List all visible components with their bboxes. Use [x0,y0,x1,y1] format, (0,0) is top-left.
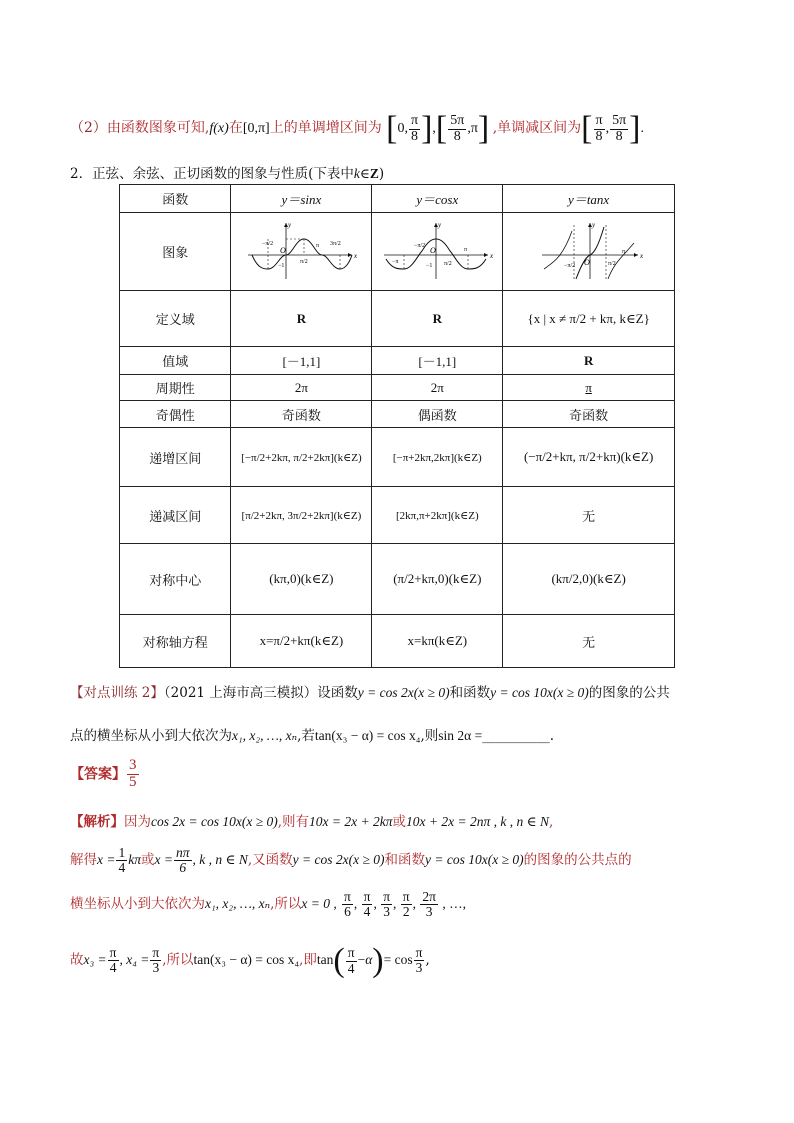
exercise-line2 [70,724,554,744]
part2-func: f(x) [209,121,229,137]
analysis-math: cos 2x = cos 10x(x ≥ 0) [151,814,278,829]
svg-text:y: y [591,220,595,229]
exercise-f2: y = cos 10x(x ≥ 0) [490,685,589,700]
exercise-blank: __________ [482,728,550,744]
cell-value: [－1,1] [231,347,372,375]
cell-value: 2π [231,375,372,401]
svg-text:x: x [639,251,643,260]
row-label: 递增区间 [120,428,231,487]
svg-text:O: O [280,245,287,255]
exercise-tag: 【对点训练 2】 [70,685,164,701]
analysis-fracs: $\frac{\pi}{6}$ , $\frac{\pi}{4}$ , $\frac{\pi}{3}$ , $\frac{\pi}{2}$ , $\frac{2\pi}{3}$ [344,889,436,920]
cell-value: 偶函数 [372,401,503,428]
exercise-dot: . [549,728,555,744]
cell-value: (π/2+kπ,0)(k∈Z) [372,544,503,615]
trig-properties-table [119,184,675,668]
row-label: 值域 [120,347,231,375]
svg-text:π/2: π/2 [444,260,452,267]
table-row [120,544,675,615]
table-row [120,185,675,213]
svg-text:π: π [464,246,468,253]
analysis-tag: 【解析】 [70,814,124,830]
svg-text:π/2: π/2 [607,260,616,267]
part2-marker: （2） [70,120,107,137]
analysis-text: ,即 [299,952,317,969]
answer-den: 5 [129,773,137,790]
frac-num: 1 [118,845,126,860]
analysis-math: tan(x₃ − α) = cos x₄ [193,952,300,968]
exercise-and: 和函数 [449,685,491,701]
analysis-text: 故 [70,952,84,969]
part2-mid1: 在 [228,120,243,137]
sin-graph [242,217,360,283]
cell-value: (−π/2+kπ, π/2+kπ)(k∈Z) [503,428,675,487]
row-label: 图象 [120,213,231,291]
row-label: 奇偶性 [120,401,231,428]
svg-text:−π/2: −π/2 [563,262,575,269]
analysis-math: tan [316,952,334,968]
tan-graph [530,217,648,283]
analysis-math: x₃ = [83,952,107,968]
row-label: 对称中心 [120,544,231,615]
cell-value: [−π/2+2kπ, π/2+2kπ](k∈Z) [231,428,372,487]
cos-graph [378,217,496,283]
inc1-left: 0, [397,121,408,137]
analysis-text: , [548,814,554,830]
cell-value: 无 [503,615,675,668]
svg-text:−1: −1 [426,262,433,269]
cell-value: [2kπ,π+2kπ](k∈Z) [372,487,503,544]
svg-text:π: π [621,248,625,255]
exercise-line1 [70,681,670,701]
exercise-f1: y = cos 2x(x ≥ 0) [357,685,450,700]
part2-lead: 由函数图象可知, [106,120,210,137]
row-label: 定义域 [120,291,231,347]
part2-line: （2）由函数图象可知,f(x)在[0,π]上的单调增区间为 [0, $\frac{\pi}{8}$ ],[ $\frac{5\pi}{8}$ ,π] ,单调减区间为[ $\frac{\pi}{8}$ , $\frac{5\pi}{8}$ ]. [70,110,644,147]
section2-k: k [353,166,360,181]
analysis-math: , x₄ = [119,952,150,968]
tan-graph-cell [503,213,675,291]
header-cell: y＝cosx [372,185,503,213]
part2-mid2: 上的单调增区间为 [269,120,382,137]
cos-graph-cell [372,213,503,291]
exercise-line2b: ,若 [297,728,315,744]
cell-value: {x | x ≠ π/2 + kπ, k∈Z} [503,291,675,347]
exercise-cond: tan(x₃ − α) = cos x₄ [314,728,421,743]
part2-end: . [640,121,644,137]
inc2-right: ,π [467,121,478,137]
dec-den1: 8 [595,128,603,144]
table-row [120,428,675,487]
cell-value: x=π/2+kπ(k∈Z) [231,615,372,668]
cell-value: [π/2+2kπ, 3π/2+2kπ](k∈Z) [231,487,372,544]
analysis-math: 10x + 2x = 2nπ , k , n ∈ N [406,814,549,829]
dec-num2: 5π [612,112,627,128]
sin-graph-cell [231,213,372,291]
svg-text:y: y [288,220,292,229]
svg-text:O: O [430,245,437,255]
svg-text:π: π [316,242,320,249]
analysis-math: x = 0 , [301,895,337,911]
analysis-text: 横坐标从小到大依次为 [70,895,205,912]
inc2-den: 8 [453,128,461,144]
cell-value: 奇函数 [231,401,372,428]
exercise-xs: x₁, x₂, …, xₙ [232,728,298,743]
cell-value: x=kπ(k∈Z) [372,615,503,668]
inc1-den: 8 [411,128,419,144]
frac-num: nπ [175,845,190,860]
svg-text:x: x [490,251,494,260]
exercise-line2c: ,则 [420,728,439,744]
analysis-math: , k , n ∈ N [192,852,248,868]
svg-text:−π/2: −π/2 [262,240,274,247]
inc1-num: π [411,112,419,128]
cell-value: [−π+2kπ,2kπ](k∈Z) [372,428,503,487]
analysis-math: = cos [383,952,413,968]
analysis-math: x = [97,852,116,868]
analysis-math: , …, [442,895,466,911]
svg-text:π/2: π/2 [300,258,309,265]
analysis-line4: 故x₃ = $\frac{\pi}{4}$ , x₄ = $\frac{\pi}{3}$ ,所以tan(x₃ − α) = cos x₄,即tan( $\frac{\pi}{4}$ −α)= cos $\frac{\pi}{3}$ , [70,942,430,979]
section2-heading [70,162,384,182]
analysis-math: 10x = 2x + 2kπ [309,814,393,829]
inc2-num: 5π [450,112,465,128]
row-label: 周期性 [120,375,231,401]
cell-value: (kπ/2,0)(k∈Z) [503,544,675,615]
answer-tag: 【答案】 [70,766,126,783]
svg-text:−1: −1 [278,262,285,269]
analysis-text: 或 [392,814,406,830]
row-label: 对称轴方程 [120,615,231,668]
analysis-text: 或 [141,852,155,869]
svg-text:−π/2: −π/2 [414,242,426,249]
cell-value: R [503,347,675,375]
part2-mid3: ,单调减区间为 [492,120,582,137]
exercise-source: （2021 上海市高三模拟）设函数 [163,685,358,701]
exercise-ask: sin 2α = [438,728,483,743]
analysis-text: ,又函数 [247,852,293,869]
analysis-math: kπ [128,852,141,868]
section2-in: ∈ [359,166,370,182]
section2-title: 2．正弦、余弦、正切函数的图象与性质(下表中 [70,166,354,182]
svg-text:y: y [438,220,442,229]
analysis-line2 [70,846,632,875]
analysis-text: 因为 [124,814,151,830]
frac-den: 4 [118,860,126,876]
analysis-math: , [425,952,430,969]
analysis-line1 [70,810,553,830]
analysis-text: 解得 [70,852,97,869]
table-row [120,213,675,291]
table-row [120,615,675,668]
cell-value: π [503,375,675,401]
table-row [120,401,675,428]
analysis-math: y = cos 2x(x ≥ 0) [292,852,385,868]
section2-Z: Z [369,166,379,181]
analysis-text: ,所以 [162,952,194,969]
dec-num1: π [595,112,603,128]
analysis-text: ,所以 [270,895,302,912]
answer-line [70,758,140,791]
analysis-line3 [70,890,466,919]
svg-text:O: O [583,257,590,267]
header-cell: y＝tanx [503,185,675,213]
svg-text:x: x [354,251,358,260]
table-row [120,291,675,347]
answer-num: 3 [129,757,137,773]
exercise-tail1: 的图象的公共 [588,685,670,701]
part2-domain: [0,π] [242,121,270,137]
cell-value: [－1,1] [372,347,503,375]
header-cell: 函数 [120,185,231,213]
analysis-text: ,则有 [277,814,310,830]
analysis-text: 的图象的公共点的 [523,852,632,869]
table-row [120,375,675,401]
header-cell: y＝sinx [231,185,372,213]
analysis-math: y = cos 10x(x ≥ 0) [425,852,524,868]
cell-value: R [372,291,503,347]
svg-text:3π/2: 3π/2 [330,240,342,247]
table-row [120,487,675,544]
dec-den2: 8 [615,128,623,144]
frac-den: 6 [179,860,187,876]
analysis-math: x₁, x₂, …, xₙ [205,895,271,911]
svg-text:−π: −π [392,258,399,265]
section2-close: ) [378,166,385,182]
row-label: 递减区间 [120,487,231,544]
exercise-line2a: 点的横坐标从小到大依次为 [70,728,232,744]
cell-value: (kπ,0)(k∈Z) [231,544,372,615]
cell-value: R [231,291,372,347]
analysis-math: x = [154,852,173,868]
analysis-text: 和函数 [384,852,426,869]
cell-value: 无 [503,487,675,544]
cell-value: 2π [372,375,503,401]
table-row [120,347,675,375]
cell-value: 奇函数 [503,401,675,428]
